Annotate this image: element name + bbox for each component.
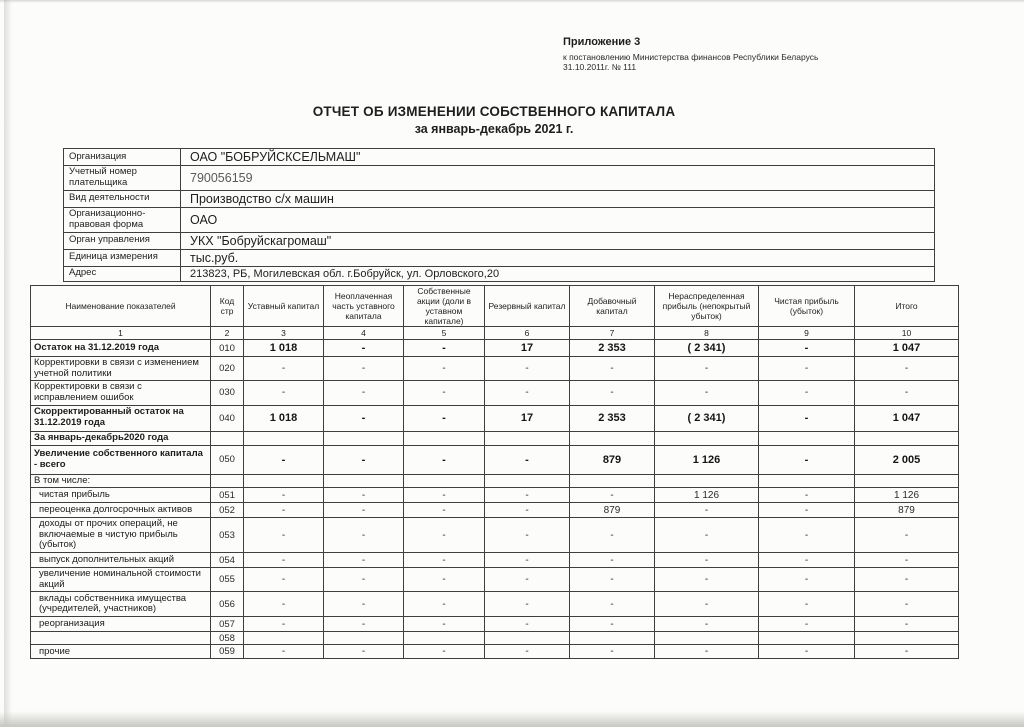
value-cell: - <box>485 592 570 617</box>
value-cell: - <box>570 381 655 405</box>
value-cell <box>244 431 324 445</box>
value-cell: 2 353 <box>570 340 655 357</box>
value-cell <box>855 431 959 445</box>
row-code-cell: 054 <box>211 553 244 568</box>
column-header: Добавочный капитал <box>570 286 655 327</box>
value-cell: - <box>485 445 570 474</box>
value-cell: - <box>404 518 485 553</box>
value-cell <box>655 474 759 488</box>
info-row <box>64 266 935 281</box>
row-code-cell: 053 <box>211 518 244 553</box>
row-label-cell: выпуск дополнительных акций <box>31 553 211 568</box>
value-cell <box>244 474 324 488</box>
row-label-cell: вклады собственника имущества (учредителей, участников) <box>31 592 211 617</box>
row-code-cell: 050 <box>211 445 244 474</box>
value-cell: - <box>244 357 324 381</box>
report-title: ОТЧЕТ ОБ ИЗМЕНЕНИИ СОБСТВЕННОГО КАПИТАЛА <box>312 104 676 119</box>
value-cell: - <box>485 518 570 553</box>
table-row <box>31 357 959 381</box>
value-cell: - <box>404 445 485 474</box>
value-cell: - <box>485 381 570 405</box>
value-cell: - <box>324 518 404 553</box>
row-label-cell: Корректировки в связи с изменением учетной политики <box>31 357 211 381</box>
table-row <box>31 632 959 645</box>
value-cell: 1 018 <box>244 405 324 431</box>
info-value: УКХ "Бобруйскагромаш" <box>181 232 935 249</box>
value-cell <box>759 431 855 445</box>
value-cell: 17 <box>485 340 570 357</box>
annex-line-ministry: к постановлению Министерства финансов Республики Беларусь <box>563 51 819 62</box>
value-cell: - <box>759 617 855 632</box>
value-cell: - <box>404 405 485 431</box>
value-cell: - <box>759 553 855 568</box>
value-cell: - <box>485 488 570 503</box>
column-number: 3 <box>244 327 324 340</box>
info-row <box>64 149 935 166</box>
value-cell: - <box>570 488 655 503</box>
value-cell: 17 <box>485 405 570 431</box>
value-cell: - <box>485 568 570 592</box>
main-table-body <box>31 340 959 659</box>
value-cell: - <box>404 503 485 518</box>
column-header: Нераспределенная прибыль (непокрытый убыток) <box>655 286 759 327</box>
value-cell: - <box>324 357 404 381</box>
value-cell: - <box>324 405 404 431</box>
row-code-cell <box>211 431 244 445</box>
value-cell: - <box>244 592 324 617</box>
main-table <box>30 285 959 659</box>
value-cell: - <box>855 357 959 381</box>
row-label-cell: Остаток на 31.12.2019 года <box>31 340 211 357</box>
column-header: Неоплаченная часть уставного капитала <box>324 286 404 327</box>
value-cell: - <box>404 592 485 617</box>
row-label-cell <box>31 632 211 645</box>
value-cell: - <box>759 488 855 503</box>
value-cell: - <box>570 568 655 592</box>
report-title-block <box>30 104 958 136</box>
column-number: 2 <box>211 327 244 340</box>
value-cell: - <box>404 568 485 592</box>
value-cell <box>570 632 655 645</box>
info-value: 790056159 <box>181 166 935 191</box>
value-cell: - <box>324 645 404 659</box>
table-row <box>31 381 959 405</box>
row-label-cell: доходы от прочих операций, не включаемые в чистую прибыль (убыток) <box>31 518 211 553</box>
value-cell: - <box>570 518 655 553</box>
value-cell: - <box>244 488 324 503</box>
table-row <box>31 592 959 617</box>
scan-edge-bottom <box>0 711 1024 727</box>
info-label: Единица измерения <box>64 249 181 266</box>
column-header: Код стр <box>211 286 244 327</box>
table-row <box>31 553 959 568</box>
value-cell: - <box>485 357 570 381</box>
row-label-cell: переоценка долгосрочных активов <box>31 503 211 518</box>
info-row <box>64 190 935 207</box>
value-cell <box>570 474 655 488</box>
table-row <box>31 488 959 503</box>
value-cell: - <box>759 381 855 405</box>
value-cell: - <box>244 553 324 568</box>
info-row <box>64 207 935 232</box>
value-cell: - <box>324 381 404 405</box>
column-number: 4 <box>324 327 404 340</box>
value-cell: 1 047 <box>855 340 959 357</box>
row-code-cell: 056 <box>211 592 244 617</box>
column-number: 9 <box>759 327 855 340</box>
value-cell: - <box>324 340 404 357</box>
info-label: Учетный номер плательщика <box>64 166 181 191</box>
value-cell <box>244 632 324 645</box>
column-number: 8 <box>655 327 759 340</box>
column-number: 7 <box>570 327 655 340</box>
column-number: 5 <box>404 327 485 340</box>
row-label-cell: прочие <box>31 645 211 659</box>
info-row <box>64 232 935 249</box>
scan-edge-left <box>4 0 12 727</box>
value-cell: 879 <box>855 503 959 518</box>
row-code-cell: 040 <box>211 405 244 431</box>
value-cell <box>485 474 570 488</box>
value-cell: - <box>324 503 404 518</box>
value-cell: 2 353 <box>570 405 655 431</box>
value-cell: - <box>855 645 959 659</box>
value-cell: - <box>655 503 759 518</box>
row-label-cell: реорганизация <box>31 617 211 632</box>
value-cell: - <box>759 445 855 474</box>
value-cell: - <box>570 617 655 632</box>
row-code-cell: 020 <box>211 357 244 381</box>
value-cell: - <box>570 645 655 659</box>
row-code-cell: 051 <box>211 488 244 503</box>
column-number: 10 <box>855 327 959 340</box>
row-label-cell: Корректировки в связи с исправлением ошибок <box>31 381 211 405</box>
value-cell <box>655 632 759 645</box>
column-header: Итого <box>855 286 959 327</box>
value-cell: 2 005 <box>855 445 959 474</box>
value-cell: - <box>244 617 324 632</box>
value-cell <box>570 431 655 445</box>
value-cell: - <box>855 553 959 568</box>
value-cell <box>324 431 404 445</box>
table-row <box>31 617 959 632</box>
value-cell <box>855 632 959 645</box>
column-header: Чистая прибыль (убыток) <box>759 286 855 327</box>
value-cell: ( 2 341) <box>655 340 759 357</box>
value-cell: 1 047 <box>855 405 959 431</box>
table-row <box>31 445 959 474</box>
value-cell: 1 126 <box>655 488 759 503</box>
value-cell: - <box>759 340 855 357</box>
value-cell <box>485 632 570 645</box>
value-cell: - <box>655 518 759 553</box>
value-cell: - <box>655 357 759 381</box>
value-cell <box>759 474 855 488</box>
value-cell: - <box>244 503 324 518</box>
info-label: Адрес <box>64 266 181 281</box>
value-cell: - <box>655 553 759 568</box>
value-cell: 879 <box>570 503 655 518</box>
value-cell: - <box>759 592 855 617</box>
value-cell <box>855 474 959 488</box>
value-cell: - <box>570 592 655 617</box>
table-row <box>31 645 959 659</box>
value-cell: - <box>759 357 855 381</box>
table-row <box>31 518 959 553</box>
value-cell: - <box>655 617 759 632</box>
value-cell: - <box>855 568 959 592</box>
table-row <box>31 503 959 518</box>
table-row <box>31 474 959 488</box>
value-cell <box>324 474 404 488</box>
row-code-cell: 057 <box>211 617 244 632</box>
row-label-cell: чистая прибыль <box>31 488 211 503</box>
row-code-cell: 055 <box>211 568 244 592</box>
value-cell: - <box>244 518 324 553</box>
column-header: Собственные акции (доли в уставном капитале) <box>404 286 485 327</box>
value-cell: - <box>570 357 655 381</box>
value-cell: - <box>655 592 759 617</box>
value-cell: - <box>759 405 855 431</box>
value-cell: - <box>759 518 855 553</box>
table-row <box>31 568 959 592</box>
value-cell <box>404 474 485 488</box>
column-header: Уставный капитал <box>244 286 324 327</box>
value-cell <box>485 431 570 445</box>
value-cell: - <box>324 445 404 474</box>
value-cell: 879 <box>570 445 655 474</box>
value-cell: - <box>404 357 485 381</box>
value-cell: - <box>485 645 570 659</box>
value-cell <box>404 431 485 445</box>
value-cell: 1 126 <box>655 445 759 474</box>
value-cell: - <box>655 568 759 592</box>
header-row <box>31 286 959 327</box>
value-cell: - <box>324 488 404 503</box>
value-cell: - <box>759 568 855 592</box>
value-cell <box>324 632 404 645</box>
row-code-cell: 059 <box>211 645 244 659</box>
row-code-cell: 030 <box>211 381 244 405</box>
info-value: Производство с/х машин <box>181 190 935 207</box>
value-cell: - <box>404 381 485 405</box>
value-cell: - <box>570 553 655 568</box>
value-cell: - <box>404 553 485 568</box>
table-row <box>31 431 959 445</box>
value-cell: - <box>855 518 959 553</box>
value-cell: - <box>485 617 570 632</box>
value-cell: - <box>324 568 404 592</box>
value-cell <box>655 431 759 445</box>
row-code-cell: 058 <box>211 632 244 645</box>
value-cell: - <box>324 592 404 617</box>
column-number: 1 <box>31 327 211 340</box>
row-label-cell: В том числе: <box>31 474 211 488</box>
annex-title: Приложение 3 <box>563 36 641 48</box>
value-cell <box>759 632 855 645</box>
info-value: тыс.руб. <box>181 249 935 266</box>
info-row <box>64 249 935 266</box>
row-label-cell: За январь-декабрь2020 года <box>31 431 211 445</box>
table-row <box>31 340 959 357</box>
row-code-cell <box>211 474 244 488</box>
annex-line-number: 31.10.2011г. № 111 <box>563 62 637 73</box>
value-cell: - <box>404 617 485 632</box>
column-header: Резервный капитал <box>485 286 570 327</box>
report-period: за январь-декабрь 2021 г. <box>414 122 574 136</box>
value-cell: - <box>324 553 404 568</box>
value-cell: 1 126 <box>855 488 959 503</box>
value-cell: - <box>485 503 570 518</box>
value-cell: ( 2 341) <box>655 405 759 431</box>
info-label: Орган управления <box>64 232 181 249</box>
table-row <box>31 405 959 431</box>
column-number: 6 <box>485 327 570 340</box>
info-label: Организационно-правовая форма <box>64 207 181 232</box>
value-cell <box>404 632 485 645</box>
value-cell: - <box>759 503 855 518</box>
value-cell: - <box>855 617 959 632</box>
info-row <box>64 166 935 191</box>
value-cell: - <box>759 645 855 659</box>
value-cell: - <box>244 445 324 474</box>
row-label-cell: Увеличение собственного капитала - всего <box>31 445 211 474</box>
scan-edge-top <box>0 0 1024 3</box>
value-cell: - <box>404 488 485 503</box>
info-table-body <box>64 149 935 282</box>
info-label: Организация <box>64 149 181 166</box>
info-value: ОАО "БОБРУЙСКСЕЛЬМАШ" <box>181 149 935 166</box>
info-table <box>63 148 935 282</box>
row-code-cell: 052 <box>211 503 244 518</box>
info-value: 213823, РБ, Могилевская обл. г.Бобруйск, ул. Орловского,20 <box>181 266 935 281</box>
info-value: ОАО <box>181 207 935 232</box>
value-cell: - <box>404 645 485 659</box>
row-code-cell: 010 <box>211 340 244 357</box>
value-cell: - <box>855 592 959 617</box>
value-cell: - <box>855 381 959 405</box>
column-header: Наименование показателей <box>31 286 211 327</box>
main-table-head <box>31 286 959 340</box>
value-cell: - <box>655 381 759 405</box>
value-cell: - <box>244 381 324 405</box>
value-cell: - <box>404 340 485 357</box>
value-cell: - <box>244 645 324 659</box>
row-label-cell: Скорректированный остаток на 31.12.2019 года <box>31 405 211 431</box>
value-cell: - <box>324 617 404 632</box>
value-cell: - <box>244 568 324 592</box>
value-cell: - <box>655 645 759 659</box>
annex-block <box>563 36 893 73</box>
row-label-cell: увеличение номинальной стоимости акций <box>31 568 211 592</box>
value-cell: - <box>485 553 570 568</box>
column-number-row <box>31 327 959 340</box>
value-cell: 1 018 <box>244 340 324 357</box>
info-label: Вид деятельности <box>64 190 181 207</box>
